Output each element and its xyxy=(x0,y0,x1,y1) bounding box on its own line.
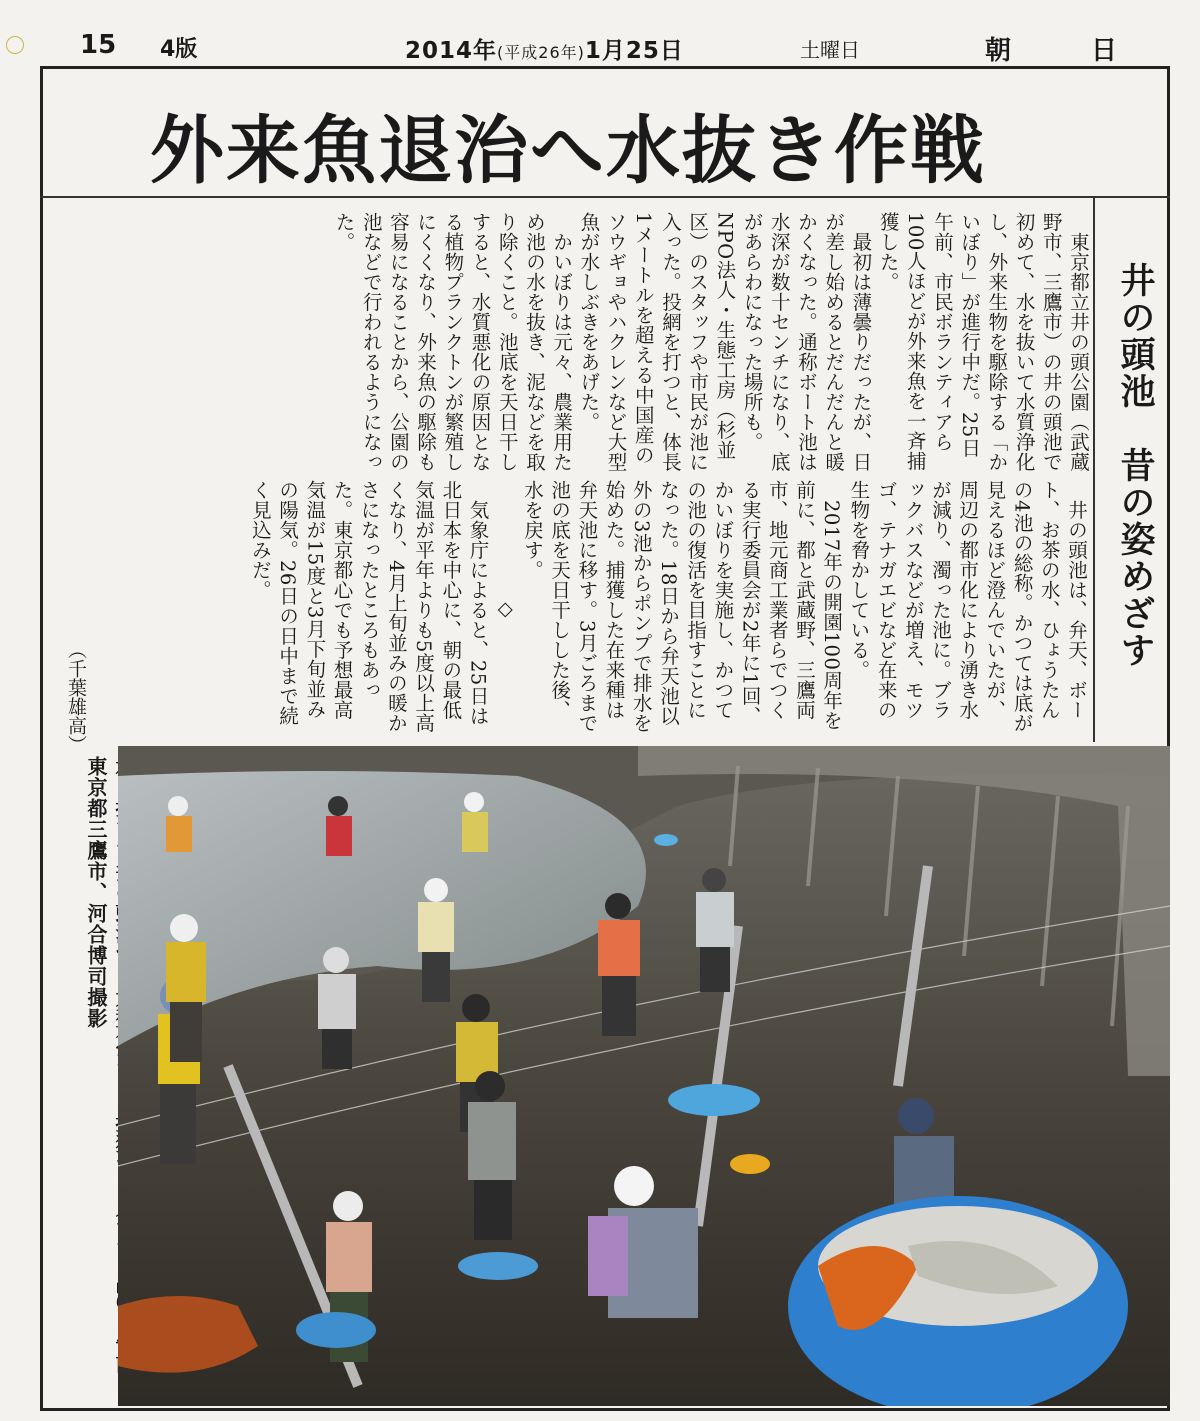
article-text-lower xyxy=(90,480,1090,738)
article-text-right xyxy=(60,212,1092,472)
paragraph-intro: 東京都立井の頭公園（武蔵野市、三鷹市）の井の頭池で初めて、水を抜いて水質浄化し、外来生物を駆除する「かいぼり」が進行中だ。25日午前、市民ボランティアら100人ほどが外来魚を一斉捕獲した。 xyxy=(876,212,1090,472)
headline: 外来魚退治へ水抜き作戦 xyxy=(150,108,986,194)
headline-rule xyxy=(40,196,1170,198)
paragraph-scene: 最初は薄曇りだったが、日が差し始めるとだんだんと暖かくなった。通称ボート池は水深が数十センチになり、底があらわになった場所も。NPO法人・生態工房（杉並区）のスタッフや市民が池に入った。投網を打つと、体長1メートルを超える中国産のソウギョやハクレンなど大型魚が水しぶきをあげた。 xyxy=(577,212,873,472)
paragraph-plan: 2017年の開園100周年を前に、都と武蔵野、三鷹両市、地元商工業者らでつくる実行委員会が2年に1回、かいぼりを実施し、かつての池の復活を目指すことになった。18日から弁天池以外の3池からポンプで排水を始めた。捕獲した在来種は弁天池に移す。3月ごろまで池の底を天日干しした後、水を戻す。 xyxy=(520,480,844,733)
subheadline: 井の頭池 昔の姿めざす xyxy=(1115,262,1155,669)
subhead-divider xyxy=(1093,198,1095,742)
fish-tub xyxy=(788,1196,1128,1406)
paragraph-history: 井の頭池は、弁天、ボート、お茶の水、ひょうたんの4池の総称。かつては底が見えるほど澄んでいたが、周辺の都市化により湧き水が減り、濁った池に。ブラックバスなどが増え、モツゴ、テナガエビなど在来の生物を脅かしている。 xyxy=(847,480,1088,733)
blue-tub xyxy=(296,1312,376,1348)
small-tub xyxy=(654,834,678,846)
yellow-bucket xyxy=(730,1154,770,1174)
date-era: (平成26年) xyxy=(497,43,585,62)
page-number: 15 xyxy=(80,30,117,60)
date-day: 1月25日 xyxy=(584,38,684,64)
blue-tub xyxy=(668,1084,760,1116)
pond-photo xyxy=(118,746,1170,1406)
blue-tub xyxy=(458,1252,538,1280)
photo-caption: 東京都三鷹市、河合博司撮影 xyxy=(84,756,108,1029)
paragraph-weather: 気象庁によると、25日は北日本を中心に、朝の最低気温が平年よりも5度以上高くなり、4月上旬並みの暖かさになったところもあった。東京都心でも予想最高気温が15度と3月下旬並みの陽気。26日の日中まで続く見込みだ。 xyxy=(248,480,490,733)
paragraph-kaibori: かいぼりは元々、農業用ため池の水を抜き、泥などを取り除くこと。池底を天日干しすると、水質悪化の原因となる植物プランクトンが繁殖しにくくなり、外来魚の駆除も容易になることから、公園の池などで行われるようになった。 xyxy=(332,212,574,472)
edition: 4版 xyxy=(160,37,198,62)
byline: （千葉雄高） xyxy=(65,640,87,754)
section-separator: ◇ xyxy=(493,597,517,621)
newspaper-logo: 朝日 xyxy=(985,36,1198,66)
issue-date xyxy=(405,32,684,65)
masthead xyxy=(0,0,1200,66)
weekday: 土曜日 xyxy=(800,38,860,62)
date-year: 2014年 xyxy=(405,38,498,64)
